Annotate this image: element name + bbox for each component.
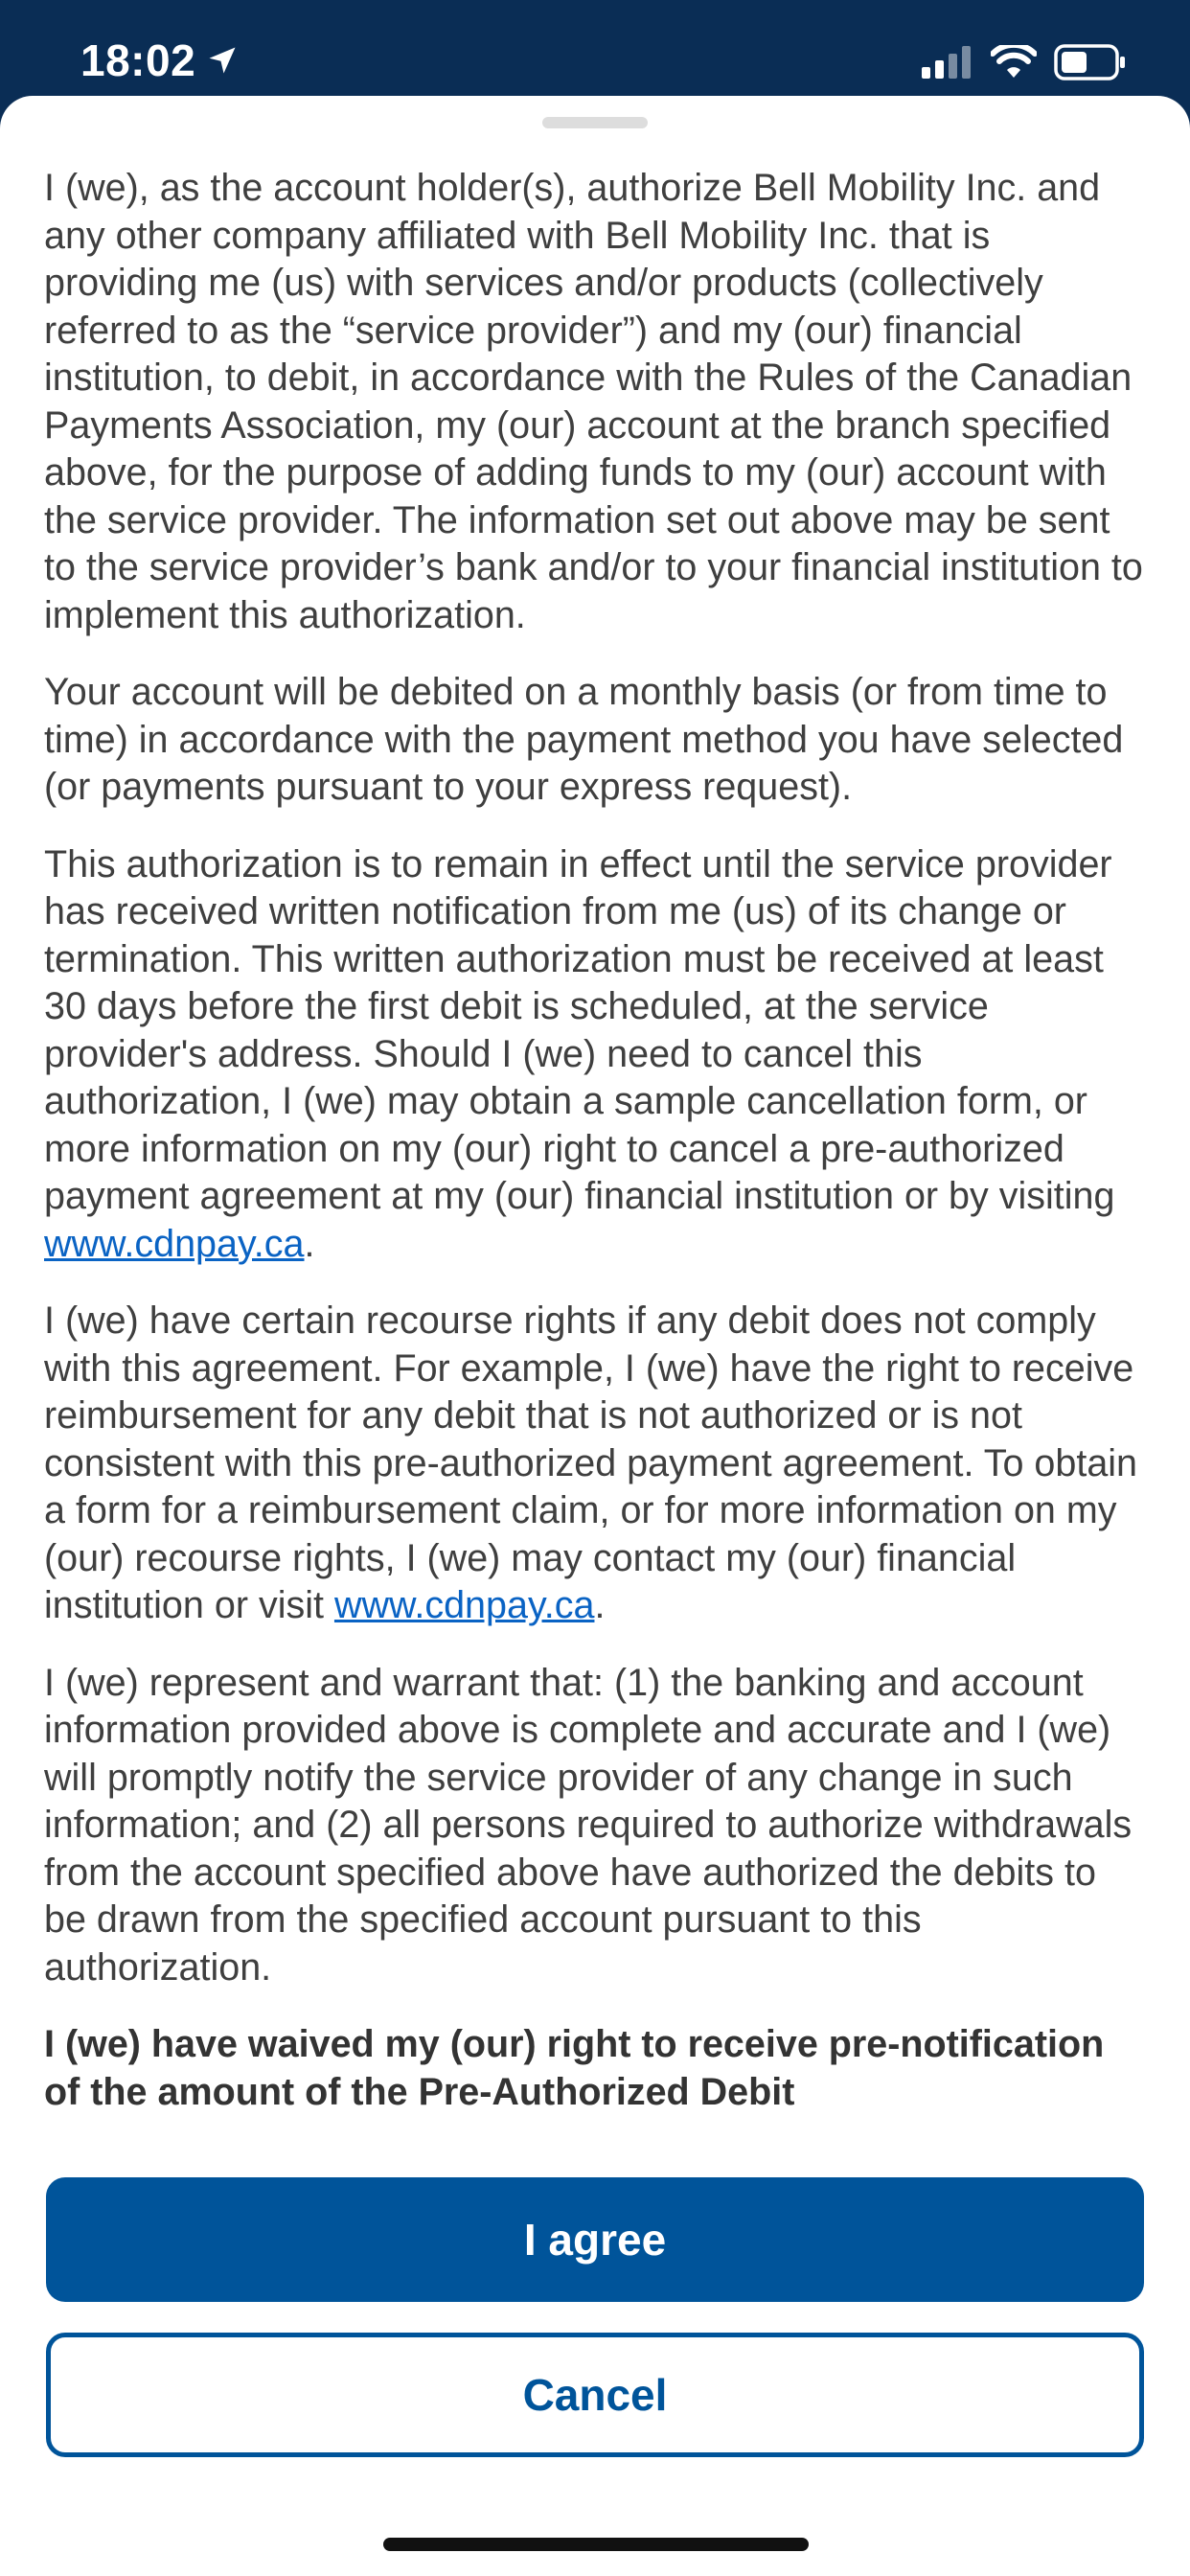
terms-text-scroll[interactable] <box>44 165 1146 2149</box>
terms-paragraph-4-text: I (we) have certain recourse rights if any debit does not comply with this agreement. For example, I (we) have the right to receive reimbursement for any debit that is not authorized or is not consistent with this pre-authorized payment agreement. To obtain a form for a reimbursement claim, or for more information on my (our) recourse rights, I (we) may contact my (our) financial institution or visit <box>44 1300 1138 1626</box>
home-indicator[interactable] <box>383 2538 809 2551</box>
terms-paragraph-2: Your account will be debited on a monthly basis (or from time to time) in accordance with the payment method you have selected (or payments pursuant to your express request). <box>44 671 1124 808</box>
location-arrow-icon <box>205 43 240 78</box>
terms-paragraph-5: I (we) represent and warrant that: (1) the banking and account information provided above is complete and accurate and I (we) will promptly notify the service provider of any change in such information; and (2) all persons required to authorize withdrawals from the account specified above have authorized the debits to be drawn from the specified account pursuant to this authorization. <box>44 1661 1133 1989</box>
terms-paragraph-3 <box>44 841 1146 1269</box>
terms-paragraph-4-end: . <box>594 1584 606 1626</box>
cancel-button[interactable]: Cancel <box>46 2333 1144 2457</box>
status-icons <box>922 44 1127 80</box>
terms-paragraph-1: I (we), as the account holder(s), authorize Bell Mobility Inc. and any other company affiliated with Bell Mobility Inc. that is providing me (us) with services and/or products (collectively referred to as the “service provider”) and my (our) financial institution, to debit, in accordance with the Rules of the Canadian Payments Association, my (our) account at the branch specified above, for the purpose of adding funds to my (our) account with the service provider. The information set out above may be sent to the service provider’s bank and/or to your financial institution to implement this authorization. <box>44 167 1143 636</box>
terms-paragraph-3-text: This authorization is to remain in effect until the service provider has received written notification from me (us) of its change or termination. This written authorization must be received at least 30 days before the first debit is scheduled, at the service provider's address. Should I (we) need to cancel this authorization, I (we) may obtain a sample cancellation form, or more information on my (our) right to cancel a pre-authorized payment agreement at my (our) financial institution or by visiting <box>44 842 1115 1217</box>
clock-time: 18:02 <box>80 35 196 85</box>
cdnpay-link[interactable]: www.cdnpay.ca <box>333 1584 595 1626</box>
terms-paragraph-4 <box>44 1298 1146 1630</box>
terms-sheet <box>0 96 1190 2576</box>
terms-paragraph-3-end: . <box>304 1222 315 1265</box>
status-time <box>80 34 240 86</box>
battery-icon <box>1054 44 1127 80</box>
cellular-signal-icon <box>922 46 973 79</box>
agree-button[interactable]: I agree <box>46 2177 1144 2302</box>
cdnpay-link[interactable]: www.cdnpay.ca <box>44 1222 305 1265</box>
wifi-icon <box>991 45 1037 80</box>
status-bar <box>0 0 1190 105</box>
sheet-grabber[interactable] <box>542 117 648 128</box>
terms-paragraph-6: I (we) have waived my (our) right to receive pre-notification of the amount of the Pre-Authorized Debit <box>44 2023 1105 2113</box>
